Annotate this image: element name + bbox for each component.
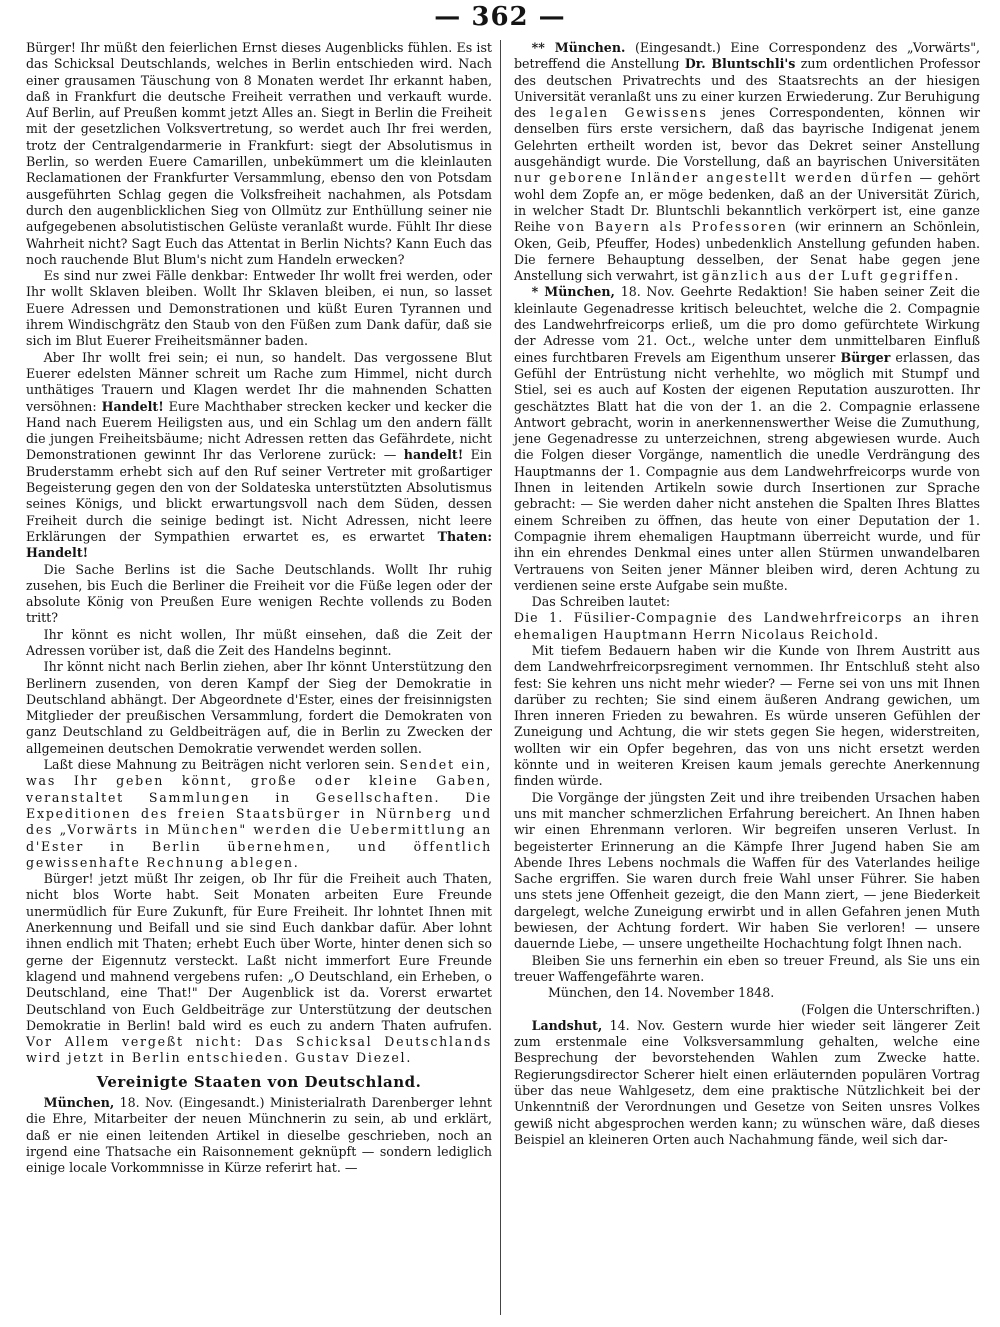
paragraph — [26, 757, 492, 871]
paragraph — [26, 871, 492, 1067]
spaced-text: gänzlich aus der Luft gegriffen. — [701, 268, 961, 284]
news-item — [26, 1095, 492, 1176]
text-run: (wir erinnern an Schönlein, Oken, Geib, Pfeuffer, Hodes) unbedenklich Anstellung gefunden haben. Die fernere Behauptung desselben, der Senat habe gegen jene Anstellung sich verwahrt, ist — [514, 219, 980, 284]
place-name: * München, — [531, 284, 615, 300]
text-run: — gehört wohl dem Zopfe an, er möge bedenken, daß an der Universität Zürich, in welcher Stadt Dr. Bluntschli bekanntlich verkörpert ist, eine ganze Reihe — [514, 170, 980, 235]
spaced-text: Sendet ein, was Ihr geben könnt, große oder kleine Gaben, veranstaltet Sammlungen in Gesellschaften. Die Expeditionen des freien Staatsbürger in Nürnberg und des „Vorwärts in München" werden die Uebermittlung an d'Ester in Berlin übernehmen, und öffentlich gewissenhafte Rechnung ablegen. — [26, 757, 492, 870]
paragraph: Die Vorgänge der jüngsten Zeit und ihre treibenden Ursachen haben uns mit mancher schmerzlichen Erfahrung bereichert. An Ihnen haben wir einen Ehrenmann verloren. Wir begreifen unseren Verlust. In begeisterter Erinnerung an die Kämpfe Ihrer Jugend haben Sie am Abende Ihres Lebens nochmals die Waffen für des Vaterlandes heilige Sache ergriffen. Sie waren durch freie Wahl unser Führer. Sie haben uns stets jene Offenheit gezeigt, die den Mann ziert, — jene Biederkeit dargelegt, welche Zuneigung erwirbt und in allen Gefahren jenen Muth bewiesen, der Achtung fordert. Wir haben Sie verloren! — unsere dauernde Liebe, — unsere ungetheilte Hochachtung folgt Ihnen nach. — [514, 789, 980, 952]
emphasis: Thaten: Handelt! — [26, 528, 492, 561]
emphasis: handelt! — [403, 447, 464, 463]
date: München, den 14. November 1848. — [548, 985, 775, 1001]
spaced-text: Vor Allem vergeßt nicht: Das Schicksal Deutschlands wird jetzt in Berlin entschieden. Gustav Diezel. — [26, 1034, 492, 1066]
spaced-text: nur geborene Inländer angestellt werden dürfen — [514, 170, 914, 186]
emphasis: Handelt! — [101, 398, 164, 414]
spaced-text: legalen Gewissens — [549, 105, 708, 121]
text-run: zum ordentlichen Professor des deutschen Privatrechts und des Staatsrechts an der hiesigen Universität veranlaßt uns zu einer kurzen Erwiederung. Zur Beruhigung des — [514, 56, 980, 121]
text-run: erlassen, das Gefühl der Entrüstung nicht verhehlte, wo möglich mit Stumpf und Stiel, sei es auch auf Kosten der eigenen Reputation auszurotten. Ihr geschätztes Blatt hat die von der 1. an die 2. Compagnie erlassene Antwort gebracht, worin in anerkennenswerther Weise die Zumuthung, jene Gegenadresse zu unterzeichnen, streng abgewiesen wurde. Auch die Folgen dieser Vorgänge, namentlich die unedle Verdrängung des Hauptmanns der 1. Compagnie aus dem Landwehrfreicorps wurde von Ihnen in leitenden Artikeln sowie durch Insertionen zur Sprache gebracht: — Sie werden daher nicht anstehen die Spalten Ihres Blattes einem Schreiben zu öffnen, das heute von einer Deputation der 1. Compagnie ihrem ehemaligen Hauptmann überreicht wurde, und für ihn ein ehrendes Denkmal eines unter allen Stürmen unwandelbaren Vertrauens von Seiten jener Männer bleiben wird, deren Achtung zu verdienen seine erste Aufgabe sein mußte. — [514, 349, 980, 593]
paragraph: Das Schreiben lautet: — [531, 594, 671, 610]
spaced-text: von Bayern als Professoren — [557, 219, 788, 235]
place-name: Landshut, — [531, 1017, 603, 1033]
column-divider — [500, 40, 501, 1315]
news-item — [514, 284, 980, 594]
text-run: Ein Bruderstamm erhebt sich auf den Ruf seiner Vertreter mit großartiger Begeisterung gegen den von der Soldateska unterstützten Absolutismus seines Königs, und blickt erwartungsvoll nach dem Süden, dessen Freiheit durch die seinige bedingt ist. Nicht Adressen, nicht leere Erklärungen der Sympathien erwartet es, es erwartet — [26, 447, 492, 544]
paragraph: Bleiben Sie uns fernerhin ein eben so treuer Freund, als Sie uns ein treuer Waffengefährte waren. — [514, 952, 980, 984]
paragraph: Bürger! Ihr müßt den feierlichen Ernst dieses Augenblicks fühlen. Es ist das Schicksal Deutschlands, welches in Berlin entschieden wird. Nach einer grausamen Täuschung von 8 Monaten werdet Ihr erkannt haben, daß in Frankfurt die deutsche Freiheit verrathen und verkauft wurde. Auf Berlin, auf Preußen kommt jetzt Alles an. Siegt in Berlin die Freiheit mit der gesetzlichen Volksvertretung, so werdet auch Ihr frei werden, trotz der Centralgendarmerie in Frankfurt: siegt der Absolutismus in Berlin, so werden Euere Camarillen, unbekümmert um die kleinlauten Reclamationen der Frankfurter Versammlung, ebenso den von Potsdam ausgeführten Schlag gegen die Volksfreiheit nachahmen, als Potsdam durch den augenblicklichen Sieg von Ollmütz zur Enthüllung seiner nie aufgegebenen absolutistischen Gelüste veranlaßt wurde. Fühlt Ihr diese Wahrheit nicht? Sagt Euch das Attentat in Berlin Nichts? Kann Euch das noch rauchende Blut Blum's nicht zum Handeln erwecken? — [26, 40, 492, 267]
paragraph: Es sind nur zwei Fälle denkbar: Entweder Ihr wollt frei werden, oder Ihr wollt Sklaven bleiben. Wollt Ihr Sklaven bleiben, ei nun, so lasset Euere Adressen und Demonstrationen und küßt Euren Tyrannen und ihrem Windischgrätz den Staub von den Füßen zum Dank dafür, daß sie sich im Blut Euerer Freiheitsmänner baden. — [26, 268, 492, 349]
dateline — [514, 985, 980, 1001]
text-run: (Eingesandt.) Eine Correspondenz des „Vorwärts", betreffend die Anstellung — [514, 40, 980, 72]
place-name: ** München. — [531, 40, 626, 55]
text-run: Eure Machthaber strecken kecker und kecker die Hand nach Euerem Heiligsten aus, und ein Schlag um den andern fällt die jungen Freiheitsbäume; nicht Adressen retten das Gefährdete, nicht Demonstrationen gewinnt Ihr das Verlorene zurück: — — [26, 398, 492, 463]
text-run: Laßt diese Mahnung zu Beiträgen nicht verloren sein. — [43, 757, 395, 773]
paragraph: Mit tiefem Bedauern haben wir die Kunde von Ihrem Austritt aus dem Landwehrfreicorpsregiment vernommen. Ihr Entschluß steht also fest: Sie kehren uns nicht mehr wieder? — Ferne sei von uns mit Ihnen darüber zu rechten; Sie sind einem äußeren Andrang gewichen, um Ihren inneren Frieden zu bewahren. Es würde unseren Gefühlen der Zuneigung und Achtung, die wir stets gegen Sie hegen, widerstreiten, wollten wir ein Opfer begehren, das von uns nicht ersetzt werden könnte und in weiteren Kreisen kaum jemals gerechte Anerkennung finden würde. — [514, 642, 980, 789]
text-run: 14. Nov. Gestern wurde hier wieder seit längerer Zeit zum erstenmale eine Volksversammlung gehalten, welche eine Besprechung der bevorstehenden Wahlen zum Zwecke hatte. Regierungsdirector Scherer hielt einen erläuternden populären Vortrag über das neue Wahlgesetz, dem eine praktische Nützlichkeit bei der Unkenntniß der Verordnungen und Gesetze von Seiten unsres Volkes gewiß nicht abgesprochen werden kann; zu wünschen wäre, daß dieses Beispiel an kleineren Orten auch Nachahmung fände, weil sich dar- — [514, 1017, 980, 1147]
text-run: jenes Correspondenten, können wir denselben fürs erste versichern, daß das bayrische Indigenat jenem Gelehrten ertheilt worden ist, bevor das Dekret seiner Anstellung ausgehändigt wurde. Die Vorstellung, daß an bayrischen Universitäten — [514, 105, 980, 170]
signature-note: (Folgen die Unterschriften.) — [801, 1001, 980, 1017]
paragraph — [26, 350, 492, 562]
paragraph: Ihr könnt es nicht wollen, Ihr müßt einsehen, daß die Zeit der Adressen vorüber ist, daß die Zeit des Handelns beginnt. — [26, 626, 492, 658]
news-item — [514, 40, 980, 284]
emphasis: Bürger — [840, 349, 891, 365]
text-run: 18. Nov. Geehrte Redaktion! Sie haben seiner Zeit die kleinlaute Gegenadresse kritisch beleuchtet, welche die 2. Compagnie des Landwehrfreicorps erließ, um die pro domo gefürchtete Wirkung der Adresse vom 21. Oct., welche unter dem unmittelbaren Einfluß eines furchtbaren Frevels am Eigenthum unserer — [514, 284, 980, 365]
place-name: München, — [43, 1095, 115, 1110]
left-column — [26, 40, 492, 1176]
section-heading: Vereinigte Staaten von Deutschland. — [96, 1072, 422, 1091]
letter-heading: Die 1. Füsilier-Compagnie des Landwehrfreicorps an ihren ehemaligen Hauptmann Herrn Nicolaus Reichold. — [514, 610, 980, 642]
emphasis: Dr. Bluntschli's — [684, 56, 796, 72]
paragraph: Ihr könnt nicht nach Berlin ziehen, aber Ihr könnt Unterstützung den Berlinern zusenden, von deren Kampf der Sieg der Demokratie in Deutschland abhängt. Der Abgeordnete d'Ester, eines der freisinnigsten Mitglieder der preußischen Versammlung, fordert die Demokraten von ganz Deutschland zu Geldbeiträgen auf, die in Berlin zu Zwecken der allgemeinen deutschen Demokratie verwendet werden sollen. — [26, 659, 492, 756]
right-column — [514, 40, 980, 1148]
text-run: Bürger! jetzt müßt Ihr zeigen, ob Ihr für die Freiheit auch Thaten, nicht blos Worte habt. Seit Monaten arbeiten Eure Freunde unermüdlich für Eure Zukunft, für Eure Freiheit. Ihr lohntet Ihnen mit Anerkennung und Beifall und sie sind Euch dankbar dafür. Aber lohnt ihnen endlich mit Thaten; erhebt Euch über Worte, hinter denen sich so gerne der Eigennutz versteckt. Laßt nicht immerfort Eure Freunde klagend und mahnend vergebens rufen: „O Deutschland, ein Erheben, o Deutschland, eine That!" Der Augenblick ist da. Vorerst erwartet Deutschland von Euch Geldbeiträge zur Unterstützung der deutschen Demokratie in Berlin! bald wird es euch zu andern Thaten aufrufen. — [26, 871, 492, 1033]
page-number: — 362 — — [434, 2, 566, 32]
text-run: 18. Nov. (Eingesandt.) Ministerialrath Darenberger lehnt die Ehre, Mitarbeiter der neuen Münchnerin zu sein, ab und erklärt, daß er nie einen leitenden Artikel in dieselbe geschrieben, noch an irgend eine Thatsache ein Raisonnement geknüpft — sondern lediglich einige locale Vorkommnisse in Kürze referirt hat. — — [26, 1095, 492, 1176]
news-item — [514, 1018, 980, 1148]
paragraph: Die Sache Berlins ist die Sache Deutschlands. Wollt Ihr ruhig zusehen, bis Euch die Berliner die Freiheit vor die Füße legen oder der absolute König von Preußen Eure wenigen Rechte vollends zu Boden tritt? — [26, 561, 492, 626]
text-run: Aber Ihr wollt frei sein; ei nun, so handelt. Das vergossene Blut Euerer edelsten Männer schreit um Rache zum Himmel, nicht durch unthätiges Trauern und Klagen werdet Ihr die mahnenden Schatten versöhnen: — [26, 349, 492, 414]
